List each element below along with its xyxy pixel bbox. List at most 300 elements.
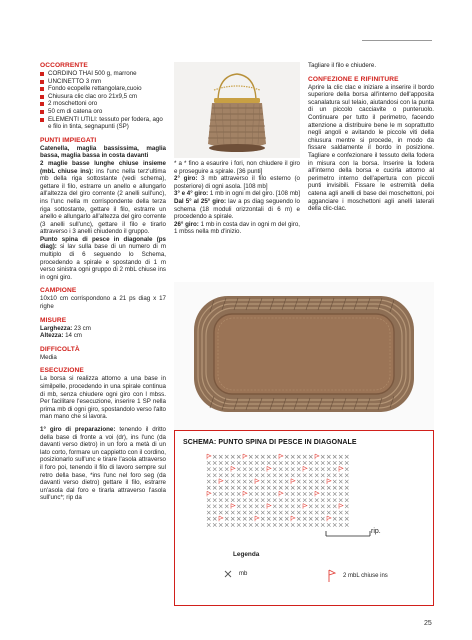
mb-stitch bbox=[225, 474, 229, 478]
mb-stitch bbox=[315, 486, 319, 490]
mb-stitch bbox=[339, 474, 343, 478]
mb-stitch bbox=[339, 461, 343, 465]
mbl-stitch bbox=[219, 516, 223, 521]
mb-stitch bbox=[309, 517, 313, 521]
mbl-stitch bbox=[243, 491, 247, 496]
bullet-icon bbox=[40, 102, 44, 106]
mb-stitch bbox=[285, 517, 289, 521]
mb-stitch bbox=[255, 511, 259, 515]
mb-stitch bbox=[291, 505, 295, 509]
mb-stitch bbox=[261, 455, 265, 459]
mb-stitch bbox=[273, 498, 277, 502]
mb-stitch bbox=[267, 474, 271, 478]
material-item: UNCINETTO 3 mm bbox=[40, 78, 166, 86]
mbl-stitch bbox=[279, 454, 283, 459]
mb-stitch bbox=[207, 511, 211, 515]
mb-stitch bbox=[321, 517, 325, 521]
mb-stitch bbox=[207, 474, 211, 478]
mb-stitch bbox=[237, 498, 241, 502]
mb-stitch bbox=[345, 498, 349, 502]
mb-stitch bbox=[303, 486, 307, 490]
mb-stitch bbox=[261, 486, 265, 490]
mb-stitch bbox=[291, 474, 295, 478]
mb-stitch bbox=[213, 505, 217, 509]
mb-stitch bbox=[213, 467, 217, 471]
mb-stitch bbox=[219, 461, 223, 465]
legend-title: Legenda bbox=[233, 551, 260, 558]
mb-stitch bbox=[213, 517, 217, 521]
mb-stitch bbox=[237, 517, 241, 521]
schema-title: SCHEMA: PUNTO SPINA DI PESCE IN DIAGONALE bbox=[183, 439, 357, 446]
mbl-stitch bbox=[315, 454, 319, 459]
mbl-stitch bbox=[207, 491, 211, 496]
mb-stitch bbox=[333, 474, 337, 478]
mb-stitch bbox=[273, 486, 277, 490]
mb-stitch bbox=[213, 511, 217, 515]
mb-stitch bbox=[231, 461, 235, 465]
mb-stitch bbox=[327, 492, 331, 496]
mb-stitch bbox=[285, 511, 289, 515]
mb-stitch bbox=[345, 480, 349, 484]
mb-stitch bbox=[261, 523, 265, 527]
mb-stitch bbox=[231, 480, 235, 484]
punti-ps-diag: Punto spina di pesce in diagonale (ps diag): si lav sulla base di un numero di m multiplo di 6 seguendo lo Schema, procedendo a spirale e spostando di 1 m verso sinistra ogni gruppo di 2 mbL chiuse ins in ogni giro. bbox=[40, 235, 166, 281]
mb-stitch bbox=[333, 511, 337, 515]
mb-stitch bbox=[249, 474, 253, 478]
left-column bbox=[40, 62, 166, 502]
punti-heading: PUNTI IMPIEGATI bbox=[40, 136, 97, 144]
mbl-stitch bbox=[291, 516, 295, 521]
mb-stitch bbox=[315, 461, 319, 465]
top-rule bbox=[362, 40, 432, 41]
mb-stitch bbox=[243, 505, 247, 509]
mb-stitch bbox=[213, 455, 217, 459]
esecuzione-intro: La borsa si realizza attorno a una base in similpelle, procedendo in una spirale continua di mb, senza chiudere ogni giro con l mbss. Per facilitare l'esecuzione, inserire 1 SP nella prima mb di ogni giro, spostandolo verso l'alto man mano che si lavora. bbox=[40, 375, 166, 421]
mb-stitch bbox=[249, 455, 253, 459]
mb-stitch bbox=[297, 480, 301, 484]
bullet-icon bbox=[40, 72, 44, 76]
esecuzione-heading: ESECUZIONE bbox=[40, 367, 84, 375]
punti-base: Catenella, maglia bassissima, maglia bassa, maglia bassa in costa davanti bbox=[40, 144, 166, 160]
mb-stitch bbox=[315, 517, 319, 521]
mb-stitch bbox=[309, 474, 313, 478]
misure-heading: MISURE bbox=[40, 316, 67, 324]
mb-stitch bbox=[255, 492, 259, 496]
mb-stitch bbox=[213, 486, 217, 490]
mb-stitch bbox=[237, 474, 241, 478]
mb-stitch bbox=[285, 498, 289, 502]
mb-stitch bbox=[225, 505, 229, 509]
mb-stitch bbox=[327, 505, 331, 509]
occorrente-heading: OCCORRENTE bbox=[40, 62, 88, 69]
mb-stitch bbox=[219, 486, 223, 490]
mb-stitch bbox=[297, 517, 301, 521]
mid-giro-5-25: Dal 5° al 25° giro: lav a ps diag seguendo lo schema (18 moduli orizzontali di 6 m) e procedendo a spirale. bbox=[174, 197, 300, 221]
mb-stitch bbox=[207, 461, 211, 465]
mbl-stitch bbox=[303, 466, 307, 471]
mb-stitch bbox=[339, 523, 343, 527]
mb-stitch bbox=[315, 523, 319, 527]
mb-stitch bbox=[321, 523, 325, 527]
mb-stitch bbox=[243, 486, 247, 490]
mb-stitch bbox=[339, 480, 343, 484]
mbl-stitch bbox=[315, 491, 319, 496]
mbl-symbol-icon bbox=[327, 569, 337, 583]
mb-stitch bbox=[321, 492, 325, 496]
mb-stitch bbox=[267, 455, 271, 459]
mb-stitch bbox=[315, 480, 319, 484]
mb-stitch bbox=[243, 461, 247, 465]
mb-stitch bbox=[243, 517, 247, 521]
mb-stitch bbox=[261, 511, 265, 515]
mb-stitch bbox=[267, 461, 271, 465]
mb-stitch bbox=[303, 492, 307, 496]
mb-stitch bbox=[279, 467, 283, 471]
mb-stitch bbox=[249, 467, 253, 471]
misure-larghezza: Larghezza: 23 cm bbox=[40, 324, 91, 332]
mb-stitch bbox=[339, 455, 343, 459]
mb-stitch bbox=[279, 505, 283, 509]
mb-stitch bbox=[321, 505, 325, 509]
mb-stitch bbox=[255, 498, 259, 502]
mb-stitch bbox=[237, 461, 241, 465]
mb-stitch bbox=[255, 523, 259, 527]
rip-label: rip. bbox=[371, 528, 381, 535]
mb-stitch bbox=[291, 511, 295, 515]
mb-stitch bbox=[261, 505, 265, 509]
mb-stitch bbox=[243, 467, 247, 471]
bag-base-illustration bbox=[174, 282, 434, 430]
mb-stitch bbox=[291, 461, 295, 465]
mbl-stitch bbox=[255, 479, 259, 484]
mb-stitch bbox=[345, 467, 349, 471]
mb-stitch bbox=[249, 486, 253, 490]
mb-stitch bbox=[291, 467, 295, 471]
mb-stitch bbox=[297, 474, 301, 478]
mb-stitch bbox=[345, 517, 349, 521]
mb-stitch bbox=[261, 461, 265, 465]
misure-altezza: Altezza: 14 cm bbox=[40, 332, 82, 340]
mb-stitch bbox=[225, 486, 229, 490]
mb-stitch bbox=[255, 474, 259, 478]
mb-stitch bbox=[339, 492, 343, 496]
mb-stitch bbox=[213, 480, 217, 484]
mb-stitch bbox=[237, 455, 241, 459]
mb-stitch bbox=[303, 498, 307, 502]
mb-stitch bbox=[237, 467, 241, 471]
confezione-heading: CONFEZIONE E RIFINITURE bbox=[308, 75, 399, 83]
mb-stitch bbox=[225, 523, 229, 527]
mb-stitch bbox=[345, 505, 349, 509]
mb-stitch bbox=[279, 511, 283, 515]
mb-stitch bbox=[219, 505, 223, 509]
mb-stitch bbox=[321, 467, 325, 471]
mb-stitch bbox=[327, 455, 331, 459]
mb-stitch bbox=[267, 498, 271, 502]
mb-stitch bbox=[297, 498, 301, 502]
mb-stitch bbox=[261, 474, 265, 478]
mb-stitch bbox=[243, 523, 247, 527]
campione-heading: CAMPIONE bbox=[40, 287, 77, 295]
mb-stitch bbox=[237, 505, 241, 509]
mb-stitch bbox=[297, 461, 301, 465]
mb-stitch bbox=[213, 492, 217, 496]
mb-stitch bbox=[219, 455, 223, 459]
mb-stitch bbox=[315, 505, 319, 509]
mb-stitch bbox=[291, 455, 295, 459]
mb-stitch bbox=[309, 492, 313, 496]
mb-stitch bbox=[297, 455, 301, 459]
mb-stitch bbox=[297, 486, 301, 490]
mb-stitch bbox=[303, 517, 307, 521]
mbl-stitch bbox=[267, 504, 271, 509]
mb-stitch bbox=[309, 480, 313, 484]
mb-stitch bbox=[285, 523, 289, 527]
materials-list bbox=[40, 70, 166, 131]
mb-stitch bbox=[231, 486, 235, 490]
bullet-icon bbox=[40, 87, 44, 91]
mb-symbol-icon bbox=[223, 569, 233, 579]
mb-stitch bbox=[273, 461, 277, 465]
material-item: Fondo ecopelle rettangolare,cuoio bbox=[40, 85, 166, 93]
right-p-top: Tagliare il filo e chiudere. bbox=[308, 62, 377, 69]
mb-stitch bbox=[255, 486, 259, 490]
mb-stitch bbox=[219, 492, 223, 496]
mb-stitch bbox=[285, 505, 289, 509]
mb-stitch bbox=[243, 480, 247, 484]
mb-stitch bbox=[207, 498, 211, 502]
mb-stitch bbox=[297, 511, 301, 515]
mb-stitch bbox=[237, 480, 241, 484]
mb-stitch bbox=[285, 467, 289, 471]
page-number: 25 bbox=[424, 620, 432, 627]
mb-stitch bbox=[249, 505, 253, 509]
mb-stitch bbox=[249, 461, 253, 465]
rip-bracket bbox=[325, 531, 371, 537]
mb-stitch bbox=[297, 467, 301, 471]
mb-stitch bbox=[267, 517, 271, 521]
mb-stitch bbox=[225, 498, 229, 502]
mb-stitch bbox=[261, 467, 265, 471]
mb-stitch bbox=[261, 498, 265, 502]
mb-stitch bbox=[267, 523, 271, 527]
mb-stitch bbox=[339, 517, 343, 521]
mb-stitch bbox=[219, 523, 223, 527]
mb-stitch bbox=[273, 474, 277, 478]
mb-stitch bbox=[303, 523, 307, 527]
crochet-bag-illustration bbox=[174, 62, 300, 158]
mb-stitch bbox=[225, 480, 229, 484]
mb-stitch bbox=[273, 467, 277, 471]
mb-stitch bbox=[303, 455, 307, 459]
mb-stitch bbox=[285, 492, 289, 496]
mb-stitch bbox=[285, 474, 289, 478]
mb-stitch bbox=[339, 511, 343, 515]
mbl-stitch bbox=[243, 454, 247, 459]
bullet-icon bbox=[40, 110, 44, 114]
mbl-stitch bbox=[339, 466, 343, 471]
mb-stitch bbox=[333, 486, 337, 490]
legend-mbl: 2 mbL chiuse ins bbox=[327, 569, 388, 583]
confezione-text: Aprire la clic clac e iniziare a inserire il bordo superiore della borsa all'interno dell'apposita scanalatura sul telaio, aiutandosi con la punta di un piccolo cacciavite o punteruolo. Continuare per tutto il perimetro, facendo attenzione a distribuire bene le m soprattutto negli angoli e avitando le piccole viti della chiusura mentre si procede, in modo da fissare saldamente il bordo in posizione. Tagliare e confezionare il tessuto della fodera in misura con la borsa. Inserire la fodera all'interno della borsa e cucirla attorno al perimetro interno dell'apertura con piccoli punti invisibili. Fissare le estremità della catena agli anelli di base dei moschettoni, poi agganciare i moschettoni agli anelli laterali della clic-clac. bbox=[308, 83, 434, 213]
mb-stitch bbox=[315, 467, 319, 471]
mb-stitch bbox=[291, 498, 295, 502]
mb-stitch bbox=[333, 480, 337, 484]
esecuzione-giro-1: 1° giro di preparazione: tenendo il dritto della base di fronte a voi (dr), ins l'unc (da davanti verso dietro) in un foro a metà di un lato corto, formare un cappietto con il cordino, posizionarlo sull'unc e tirare l'asola attraverso il foro poi, tenendo il filo di lavoro sempre sul retro della base, *ins l'unc nel foro seg (da davanti verso dietro) gettare il filo, estrarre un'asola dal foro e tirarla attraverso l'asola sull'unc*; rip da bbox=[40, 425, 166, 502]
mb-stitch bbox=[279, 474, 283, 478]
mb-stitch bbox=[327, 461, 331, 465]
mb-stitch bbox=[309, 511, 313, 515]
mb-stitch bbox=[231, 523, 235, 527]
mb-stitch bbox=[279, 480, 283, 484]
mb-stitch bbox=[327, 467, 331, 471]
mb-stitch bbox=[321, 511, 325, 515]
mbl-stitch bbox=[231, 504, 235, 509]
mb-stitch bbox=[291, 523, 295, 527]
mb-stitch bbox=[255, 455, 259, 459]
mb-stitch bbox=[327, 474, 331, 478]
middle-column bbox=[174, 160, 300, 236]
bullet-icon bbox=[40, 95, 44, 99]
mb-stitch bbox=[225, 492, 229, 496]
mb-stitch bbox=[273, 455, 277, 459]
mb-stitch bbox=[279, 461, 283, 465]
mb-stitch bbox=[273, 480, 277, 484]
bag-photo-bottom bbox=[174, 282, 434, 430]
mb-stitch bbox=[309, 505, 313, 509]
mb-stitch bbox=[279, 517, 283, 521]
mb-stitch bbox=[249, 498, 253, 502]
right-column bbox=[308, 62, 434, 213]
mb-stitch bbox=[321, 486, 325, 490]
mb-stitch bbox=[315, 511, 319, 515]
mb-stitch bbox=[309, 486, 313, 490]
mb-stitch bbox=[273, 511, 277, 515]
mb-stitch bbox=[279, 523, 283, 527]
mb-stitch bbox=[285, 455, 289, 459]
stitch-chart bbox=[205, 453, 355, 533]
mb-stitch bbox=[333, 455, 337, 459]
mb-stitch bbox=[249, 523, 253, 527]
mb-stitch bbox=[243, 498, 247, 502]
mbl-stitch bbox=[231, 466, 235, 471]
mb-stitch bbox=[225, 455, 229, 459]
mb-stitch bbox=[285, 480, 289, 484]
difficolta-value: Media bbox=[40, 353, 57, 361]
mb-stitch bbox=[279, 486, 283, 490]
mb-stitch bbox=[345, 455, 349, 459]
mb-stitch bbox=[219, 467, 223, 471]
mb-stitch bbox=[231, 498, 235, 502]
difficolta-heading: DIFFICOLTÀ bbox=[40, 345, 80, 353]
mbl-stitch bbox=[267, 466, 271, 471]
mb-stitch bbox=[315, 474, 319, 478]
material-item: CORDINO THAI 500 g, marrone bbox=[40, 70, 166, 78]
bullet-icon bbox=[40, 118, 44, 122]
mb-stitch bbox=[291, 486, 295, 490]
mb-stitch bbox=[219, 498, 223, 502]
mb-stitch bbox=[303, 461, 307, 465]
mb-stitch bbox=[315, 498, 319, 502]
mb-stitch bbox=[339, 486, 343, 490]
mb-stitch bbox=[249, 517, 253, 521]
mid-giro-2: 2° giro: 3 mb attraverso il filo esterno (o posteriore) di ogni asola. [108 mb] bbox=[174, 175, 300, 190]
mb-stitch bbox=[333, 467, 337, 471]
mb-stitch bbox=[327, 511, 331, 515]
mb-stitch bbox=[345, 474, 349, 478]
mbl-stitch bbox=[327, 516, 331, 521]
mb-stitch bbox=[213, 474, 217, 478]
mb-stitch bbox=[255, 467, 259, 471]
mb-stitch bbox=[207, 505, 211, 509]
mb-stitch bbox=[309, 467, 313, 471]
mb-stitch bbox=[243, 474, 247, 478]
mb-stitch bbox=[303, 480, 307, 484]
mbl-stitch bbox=[219, 479, 223, 484]
mb-stitch bbox=[297, 523, 301, 527]
mb-stitch bbox=[267, 480, 271, 484]
mb-stitch bbox=[321, 474, 325, 478]
mb-stitch bbox=[237, 492, 241, 496]
mb-stitch bbox=[339, 498, 343, 502]
mb-stitch bbox=[345, 492, 349, 496]
mb-stitch bbox=[321, 498, 325, 502]
mb-stitch bbox=[237, 486, 241, 490]
mb-stitch bbox=[309, 455, 313, 459]
mb-stitch bbox=[231, 455, 235, 459]
mb-stitch bbox=[303, 474, 307, 478]
mb-stitch bbox=[327, 498, 331, 502]
mb-stitch bbox=[243, 511, 247, 515]
mb-stitch bbox=[327, 486, 331, 490]
mb-stitch bbox=[213, 498, 217, 502]
mb-stitch bbox=[219, 474, 223, 478]
mb-stitch bbox=[225, 461, 229, 465]
mb-stitch bbox=[237, 523, 241, 527]
mid-giro-3-4: 3° e 4° giro: 1 mb in ogni m del giro. [108 mb] bbox=[174, 190, 301, 198]
mb-stitch bbox=[291, 492, 295, 496]
mb-stitch bbox=[231, 474, 235, 478]
mbl-stitch bbox=[279, 491, 283, 496]
material-item: 2 moschettoni oro bbox=[40, 100, 166, 108]
mid-p1: * a * fino a esaurire i fori, non chiudere il giro e proseguire a spirale. [36 punti] bbox=[174, 160, 300, 175]
mb-stitch bbox=[225, 517, 229, 521]
mb-stitch bbox=[345, 461, 349, 465]
mb-stitch bbox=[333, 498, 337, 502]
mbl-stitch bbox=[303, 504, 307, 509]
mb-stitch bbox=[213, 461, 217, 465]
mb-stitch bbox=[273, 505, 277, 509]
mb-stitch bbox=[207, 517, 211, 521]
mb-stitch bbox=[321, 455, 325, 459]
mb-stitch bbox=[345, 523, 349, 527]
mb-stitch bbox=[225, 511, 229, 515]
mbl-stitch bbox=[291, 479, 295, 484]
mbl-stitch bbox=[255, 516, 259, 521]
material-item: 50 cm di catena oro bbox=[40, 108, 166, 116]
mb-stitch bbox=[279, 498, 283, 502]
mb-stitch bbox=[327, 523, 331, 527]
mb-stitch bbox=[249, 511, 253, 515]
mbl-stitch bbox=[207, 454, 211, 459]
mb-stitch bbox=[333, 492, 337, 496]
mb-stitch bbox=[207, 523, 211, 527]
mb-stitch bbox=[207, 480, 211, 484]
mb-stitch bbox=[303, 511, 307, 515]
mb-stitch bbox=[273, 517, 277, 521]
mb-stitch bbox=[207, 486, 211, 490]
mb-stitch bbox=[345, 511, 349, 515]
